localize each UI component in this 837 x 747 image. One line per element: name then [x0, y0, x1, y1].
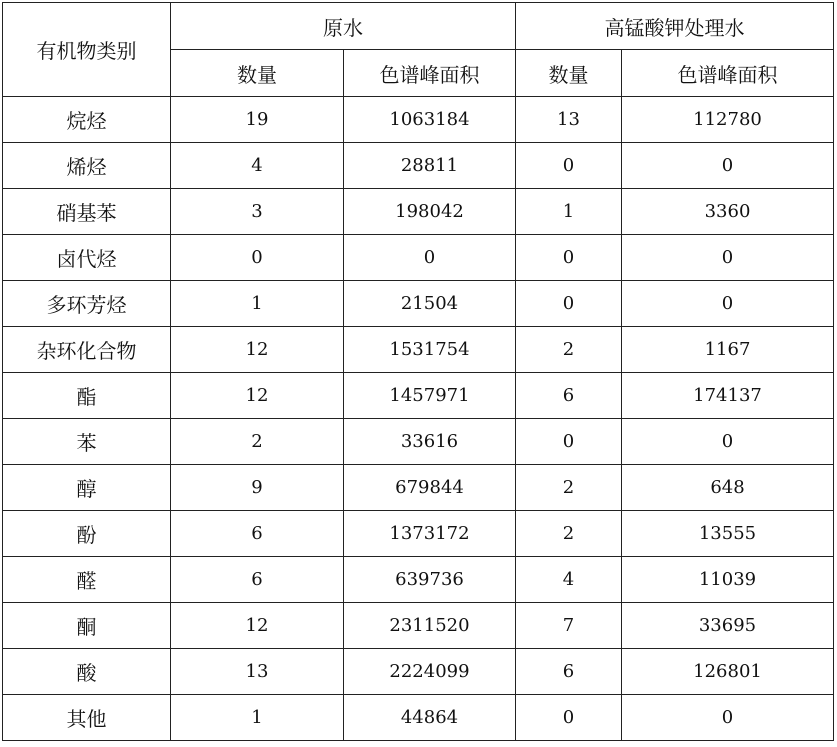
- cell-treated-count: 2: [516, 465, 622, 511]
- cell-treated-count: 0: [516, 235, 622, 281]
- table-row: [3, 465, 834, 511]
- cell-raw-peak-area: 639736: [344, 557, 516, 603]
- cell-treated-peak-area: 33695: [622, 603, 834, 649]
- cell-raw-peak-area: 28811: [344, 143, 516, 189]
- header-treated-peak-area: 色谱峰面积: [622, 50, 834, 97]
- cell-category: 醇: [3, 465, 171, 511]
- cell-treated-peak-area: 0: [622, 235, 834, 281]
- cell-treated-peak-area: 3360: [622, 189, 834, 235]
- cell-category: 杂环化合物: [3, 327, 171, 373]
- cell-treated-peak-area: 174137: [622, 373, 834, 419]
- cell-treated-count: 0: [516, 281, 622, 327]
- header-row-groups: [3, 3, 834, 50]
- table-row: [3, 511, 834, 557]
- cell-raw-count: 12: [171, 327, 344, 373]
- cell-category: 酸: [3, 649, 171, 695]
- cell-category: 烷烃: [3, 97, 171, 143]
- header-raw-count: 数量: [171, 50, 344, 97]
- cell-raw-count: 0: [171, 235, 344, 281]
- cell-treated-count: 1: [516, 189, 622, 235]
- cell-category: 醛: [3, 557, 171, 603]
- cell-treated-count: 0: [516, 419, 622, 465]
- cell-raw-count: 2: [171, 419, 344, 465]
- cell-category: 苯: [3, 419, 171, 465]
- cell-treated-peak-area: 1167: [622, 327, 834, 373]
- cell-raw-peak-area: 198042: [344, 189, 516, 235]
- cell-treated-count: 4: [516, 557, 622, 603]
- table-row: [3, 143, 834, 189]
- cell-treated-peak-area: 0: [622, 419, 834, 465]
- cell-treated-count: 2: [516, 511, 622, 557]
- cell-raw-count: 13: [171, 649, 344, 695]
- header-category: 有机物类别: [3, 3, 171, 97]
- cell-raw-peak-area: 0: [344, 235, 516, 281]
- table-row: [3, 373, 834, 419]
- cell-treated-count: 2: [516, 327, 622, 373]
- table-row: [3, 695, 834, 741]
- cell-category: 其他: [3, 695, 171, 741]
- cell-raw-peak-area: 21504: [344, 281, 516, 327]
- cell-treated-peak-area: 13555: [622, 511, 834, 557]
- header-raw-peak-area: 色谱峰面积: [344, 50, 516, 97]
- cell-raw-count: 6: [171, 511, 344, 557]
- header-treated-count: 数量: [516, 50, 622, 97]
- cell-raw-peak-area: 33616: [344, 419, 516, 465]
- cell-treated-peak-area: 0: [622, 281, 834, 327]
- cell-treated-peak-area: 11039: [622, 557, 834, 603]
- cell-raw-count: 4: [171, 143, 344, 189]
- cell-raw-peak-area: 2311520: [344, 603, 516, 649]
- table-row: [3, 235, 834, 281]
- cell-category: 酚: [3, 511, 171, 557]
- cell-raw-count: 12: [171, 373, 344, 419]
- cell-raw-count: 1: [171, 695, 344, 741]
- cell-treated-peak-area: 112780: [622, 97, 834, 143]
- cell-category: 酮: [3, 603, 171, 649]
- cell-raw-peak-area: 1457971: [344, 373, 516, 419]
- header-raw-water: 原水: [171, 3, 516, 50]
- cell-treated-count: 7: [516, 603, 622, 649]
- cell-raw-peak-area: 679844: [344, 465, 516, 511]
- table-row: [3, 649, 834, 695]
- header-treated-water: 高锰酸钾处理水: [516, 3, 834, 50]
- cell-treated-peak-area: 0: [622, 695, 834, 741]
- cell-treated-peak-area: 0: [622, 143, 834, 189]
- cell-category: 烯烃: [3, 143, 171, 189]
- cell-treated-peak-area: 648: [622, 465, 834, 511]
- organic-compounds-table: [2, 2, 834, 741]
- cell-category: 卤代烃: [3, 235, 171, 281]
- cell-treated-peak-area: 126801: [622, 649, 834, 695]
- cell-category: 多环芳烃: [3, 281, 171, 327]
- cell-raw-count: 19: [171, 97, 344, 143]
- cell-raw-count: 1: [171, 281, 344, 327]
- table-body: [3, 97, 834, 741]
- table-row: [3, 557, 834, 603]
- cell-category: 硝基苯: [3, 189, 171, 235]
- cell-raw-count: 9: [171, 465, 344, 511]
- cell-raw-count: 6: [171, 557, 344, 603]
- table-row: [3, 327, 834, 373]
- cell-raw-count: 12: [171, 603, 344, 649]
- table-row: [3, 419, 834, 465]
- table-row: [3, 281, 834, 327]
- cell-treated-count: 6: [516, 649, 622, 695]
- table-row: [3, 189, 834, 235]
- cell-raw-peak-area: 1531754: [344, 327, 516, 373]
- cell-treated-count: 0: [516, 695, 622, 741]
- table-row: [3, 603, 834, 649]
- table-row: [3, 97, 834, 143]
- cell-treated-count: 13: [516, 97, 622, 143]
- cell-treated-count: 6: [516, 373, 622, 419]
- cell-raw-count: 3: [171, 189, 344, 235]
- cell-raw-peak-area: 2224099: [344, 649, 516, 695]
- cell-raw-peak-area: 1373172: [344, 511, 516, 557]
- cell-category: 酯: [3, 373, 171, 419]
- cell-treated-count: 0: [516, 143, 622, 189]
- cell-raw-peak-area: 1063184: [344, 97, 516, 143]
- cell-raw-peak-area: 44864: [344, 695, 516, 741]
